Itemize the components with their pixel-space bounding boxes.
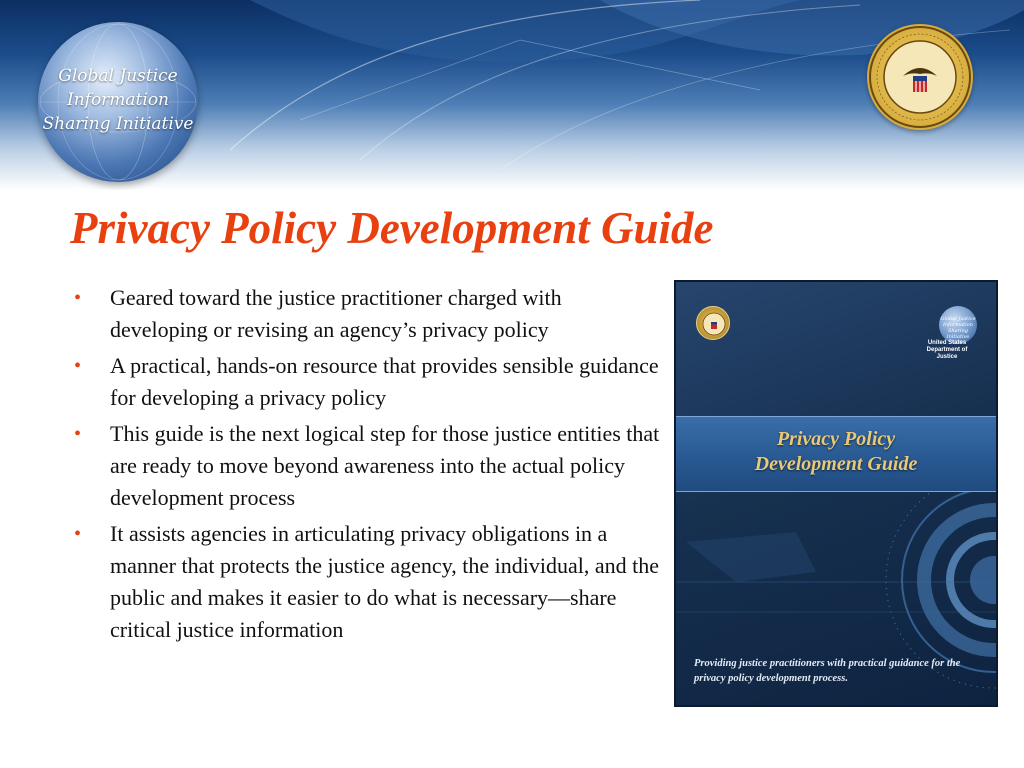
cover-title-band [676, 416, 996, 492]
bullet-marker: • [74, 523, 82, 545]
header-banner [0, 0, 1024, 190]
cover-doj-seal [696, 306, 730, 340]
cover-globe-line: Initiative [946, 334, 970, 340]
bullet-marker: • [74, 423, 82, 445]
cover-globe-line: Sharing [947, 328, 969, 334]
cover-title-line: Privacy Policy [776, 428, 896, 450]
cover-agency-line: United States [927, 340, 967, 346]
bullet-text: Geared toward the justice practitioner charged with developing or revising an agency’s privacy policy [110, 285, 562, 342]
cover-globe-line: Global Justice [940, 316, 976, 322]
bullet-marker: • [74, 287, 82, 309]
cover-title [676, 427, 996, 477]
cover-seal-icon [697, 307, 731, 341]
bullet-text: It assists agencies in articulating privacy obligations in a manner that protects the justice agency, the individual, and the public and makes it easier to do what is necessary—share critical justice information [110, 521, 660, 642]
bullet-item [72, 282, 662, 346]
guide-cover-image [674, 280, 998, 707]
logo-line-1: Global Justice [58, 66, 178, 86]
cover-title-line: Development Guide [754, 453, 918, 475]
bullet-text: This guide is the next logical step for those justice entities that are ready to move beyond awareness into the actual policy development process [110, 421, 660, 510]
bullet-item [72, 518, 662, 646]
cover-globe-line: Information [942, 322, 973, 328]
bullet-text: A practical, hands-on resource that provides sensible guidance for developing a privacy policy [110, 353, 659, 410]
doj-seal-icon [867, 24, 973, 130]
logo-line-3: Sharing Initiative [42, 114, 194, 134]
bullet-list [72, 282, 662, 650]
logo-text [38, 64, 198, 136]
bullet-marker: • [74, 355, 82, 377]
cover-tagline: Providing justice practitioners with practical guidance for the privacy policy development process. [694, 658, 961, 684]
bullet-item [72, 418, 662, 514]
doj-seal [867, 24, 973, 130]
cover-global-justice-logo [939, 306, 977, 344]
slide-title: Privacy Policy Development Guide [70, 203, 714, 253]
global-justice-logo [38, 22, 198, 182]
cover-agency-name [916, 340, 978, 361]
cover-agency-line: Department of Justice [926, 347, 968, 360]
bullet-item [72, 350, 662, 414]
logo-line-2: Information [66, 90, 170, 110]
